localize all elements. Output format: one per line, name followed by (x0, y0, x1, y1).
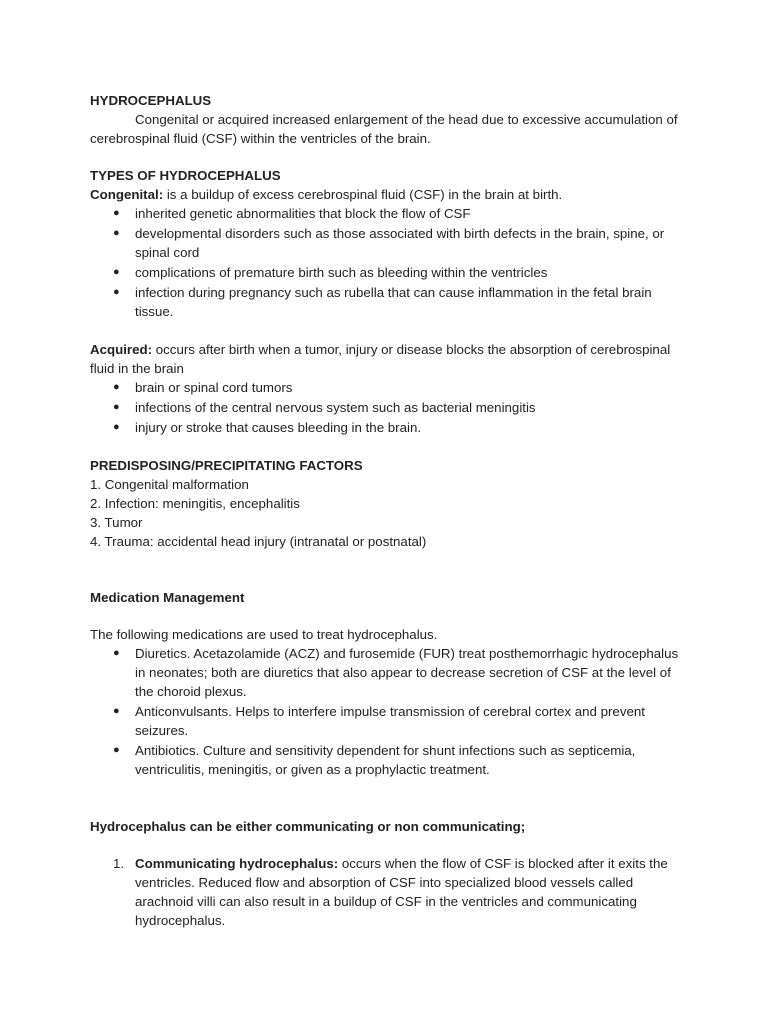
list-item: ● injury or stroke that causes bleeding in the brain. (113, 420, 422, 435)
list-item: ● Anticonvulsants. Helps to interfere impulse transmission of cerebral cortex and prevent seizures. (113, 704, 645, 738)
acquired-text: occurs after birth when a tumor, injury or disease blocks the absorption of cerebrospinal fluid in the brain (90, 342, 671, 376)
bullet-icon: ● (113, 286, 120, 298)
bullet-icon: ● (113, 266, 120, 278)
list-item (90, 854, 690, 930)
bullet-icon: ● (113, 401, 120, 413)
bullet-icon: ● (113, 705, 120, 717)
section-title-factors: PREDISPOSING/PRECIPITATING FACTORS (90, 458, 363, 473)
list-item: ● Diuretics. Acetazolamide (ACZ) and furosemide (FUR) treat posthemorrhagic hydrocephalus in neonates; both are diuretics that also appear to decrease secretion of CSF at the level of the choroid plexus. (113, 646, 679, 699)
congenital-paragraph (90, 185, 690, 204)
document-page (90, 91, 690, 930)
list-item: ● complications of premature birth such as bleeding within the ventricles (113, 265, 548, 280)
list-item: 2. Infection: meningitis, encephalitis (90, 496, 300, 511)
acquired-paragraph (90, 340, 690, 378)
list-item: ● brain or spinal cord tumors (113, 380, 293, 395)
factors-list (90, 475, 690, 551)
list-item: ● infections of the central nervous system such as bacterial meningitis (113, 400, 536, 415)
communicating-list (90, 854, 690, 930)
bullet-icon: ● (113, 207, 120, 219)
bullet-icon: ● (113, 381, 120, 393)
acquired-list (90, 378, 690, 437)
hydrocephalus-definition: Congenital or acquired increased enlargement of the head due to excessive accumulation of cerebrospinal fluid (CSF) within the ventricles of the brain. (90, 112, 678, 146)
medication-list (90, 644, 690, 779)
list-item: ● Antibiotics. Culture and sensitivity dependent for shunt infections such as septicemia, ventriculitis, meningitis, or given as a prophylactic treatment. (113, 743, 636, 777)
list-item: 4. Trauma: accidental head injury (intranatal or postnatal) (90, 534, 427, 549)
list-item: 1. Congenital malformation (90, 477, 249, 492)
communicating-label: Communicating hydrocephalus: (135, 856, 339, 871)
list-item: ● infection during pregnancy such as rubella that can cause inflammation in the fetal brain tissue. (113, 285, 652, 319)
list-item: ● inherited genetic abnormalities that block the flow of CSF (113, 206, 471, 221)
section-title-communicating: Hydrocephalus can be either communicating or non communicating; (90, 819, 526, 834)
section-title-types: TYPES OF HYDROCEPHALUS (90, 168, 281, 183)
bullet-icon: ● (113, 647, 120, 659)
congenital-text: is a buildup of excess cerebrospinal fluid (CSF) in the brain at birth. (163, 187, 563, 202)
congenital-list (90, 204, 690, 321)
bullet-icon: ● (113, 227, 120, 239)
congenital-label: Congenital: (90, 187, 164, 202)
list-item: ● developmental disorders such as those associated with birth defects in the brain, spine, or spinal cord (113, 226, 665, 260)
bullet-icon: ● (113, 744, 120, 756)
list-item: 3. Tumor (90, 515, 143, 530)
medication-intro: The following medications are used to treat hydrocephalus. (90, 627, 438, 642)
acquired-label: Acquired: (90, 342, 153, 357)
section-title-hydrocephalus: HYDROCEPHALUS (90, 93, 212, 108)
section-title-medication: Medication Management (90, 590, 245, 605)
communicating-text: occurs when the flow of CSF is blocked after it exits the ventricles. Reduced flow and absorption of CSF into specialized blood vessels called arachnoid villi can also result in a buildup of CSF in the ventricles and communicating hydrocephalus. (135, 856, 668, 928)
list-number: 1. (113, 856, 125, 871)
bullet-icon: ● (113, 421, 120, 433)
